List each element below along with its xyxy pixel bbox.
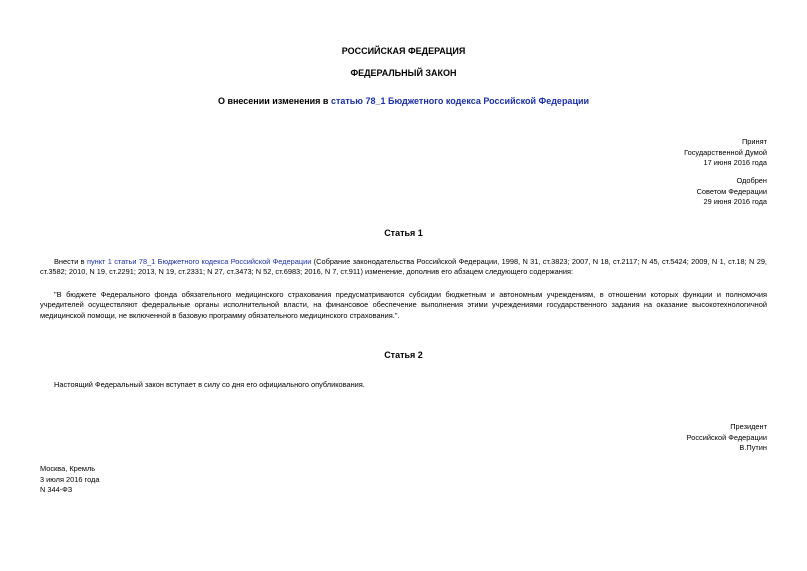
- adopted-date: 17 июня 2016 года: [703, 158, 767, 167]
- article1-paragraph2: "В бюджете Федерального фонда обязательного медицинского страхования предусматриваются субсидии бюджетным и автономным учреждениям, в отношении которых функции и полномочия учредителей осуществляют федеральные органы исполнительной власти, на финансовое обеспечение выполнения этими учреждениями государственного задания на оказание высокотехнологичной медицинской помощи, не включенной в базовую программу обязательного медицинского страхования.".: [40, 290, 767, 320]
- approved-block: [697, 176, 767, 208]
- footer-place: Москва, Кремль: [40, 464, 96, 473]
- signature-title: Президент: [730, 422, 767, 431]
- approved-body: Советом Федерации: [696, 186, 767, 196]
- footer-date: 3 июля 2016 года: [40, 474, 100, 484]
- article2-paragraph1: Настоящий Федеральный закон вступает в силу со дня его официального опубликования.: [54, 380, 365, 389]
- title-prefix: О внесении изменения в: [217, 96, 331, 106]
- adopted-body: Государственной Думой: [684, 147, 767, 157]
- country-heading: РОССИЙСКАЯ ФЕДЕРАЦИЯ: [341, 46, 466, 56]
- article1-paragraph1: [40, 257, 767, 278]
- adopted-label: Принят: [741, 137, 767, 146]
- signature-country: Российской Федерации: [686, 432, 767, 442]
- article1-p1-link[interactable]: пункт 1 статьи 78_1 Бюджетного кодекса Российской Федерации: [86, 257, 312, 266]
- signature-block: [687, 422, 767, 454]
- article1-p1-prefix: Внести в: [54, 257, 87, 266]
- title-link[interactable]: статью 78_1 Бюджетного кодекса Российской Федерации: [330, 96, 590, 106]
- footer-block: [40, 464, 99, 496]
- article2-heading: Статья 2: [384, 350, 423, 360]
- article1-heading: Статья 1: [384, 228, 423, 238]
- signature-name: В.Путин: [739, 443, 767, 452]
- document-title: [40, 96, 767, 107]
- article1-p1-suffix: (Собрание законодательства Российской Федерации, 1998, N 31, ст.3823; 2007, N 18, ст.2117; N 45, ст.5424; 2009, N 1, ст.18; N 29, ст.3582; 2010, N 19, ст.2291; 2013, N 19, ст.2331; N 27, ст.3473; N 52, ст.6983; 2016, N 7, ст.911) изменение, дополнив его абзацем следующего содержания:: [40, 257, 767, 277]
- approved-date: 29 июня 2016 года: [703, 197, 767, 206]
- adopted-block: [684, 137, 767, 169]
- footer-number: N 344-ФЗ: [40, 485, 73, 494]
- doc-type-heading: ФЕДЕРАЛЬНЫЙ ЗАКОН: [350, 68, 457, 78]
- approved-label: Одобрен: [736, 176, 767, 185]
